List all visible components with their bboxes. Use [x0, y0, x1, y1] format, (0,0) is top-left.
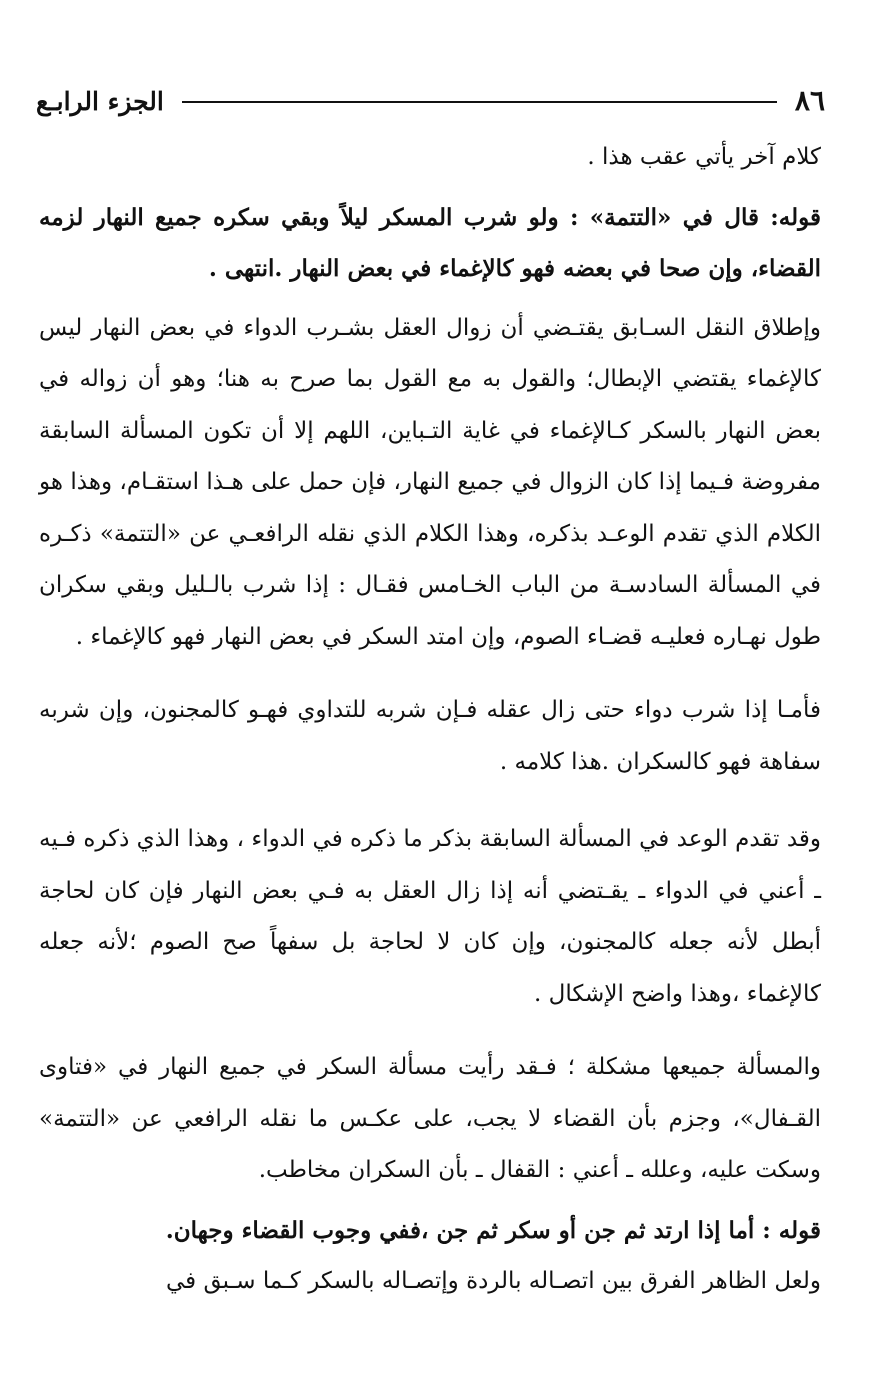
page-header: [36, 84, 825, 118]
paragraph-spacing: [39, 1020, 821, 1042]
continued-paragraph: كلام آخر يأتي عقب هذا .: [587, 144, 821, 170]
running-title: الجزء الرابـع: [36, 86, 164, 116]
previous-issue-paragraph: وقد تقدم الوعد في المسألة السابقة بذكر ما ذكره في الدواء ، وهذا الذي ذكره فـيه ـ أعني في الدواء ـ يقـتضي أنه إذا زال العقل به فـي بعض النهار فإن كان لحاجة أبطل لأنه جعله كالمجنون، وإن كان لا لحاجة بل سفهاً صح الصوم ؛لأنه جعله كالإغماء ،وهذا واضح الإشكال .: [39, 826, 821, 1007]
paragraph-spacing: [39, 663, 821, 685]
paragraph-spacing: [39, 1197, 821, 1205]
paragraph-spacing: [39, 788, 821, 814]
paragraph-spacing: [39, 295, 821, 303]
problem-paragraph: والمسألة جميعها مشكلة ؛ فـقد رأيت مسألة السكر في جميع النهار في «فتاوى القـفال»، وجزم بأن القضاء لا يجب، على عكـس ما نقله الرافعي عن «التتمة» وسكت عليه، وعلله ـ أعني : القفال ـ بأن السكران مخاطب.: [39, 1054, 821, 1183]
commentary-paragraph: وإطلاق النقل السـابق يقتـضي أن زوال العقل بشـرب الدواء في بعض النهار ليس كالإغماء يقتضي الإبطال؛ والقول به مع القول بما صرح به هنا؛ وهو أن زواله في بعض النهار بالسكر كـالإغماء في غاية التـباين، اللهم إلا أن تكون المسألة السابقة مفروضة فـيما إذا كان الزوال في جميع النهار، فإن حمل على هـذا استقـام، وهذا هو الكلام الذي تقدم الوعـد بذكره، وهذا الكلام الذي نقله الرافعـي عن «التتمة» ذكـره في المسألة السادسـة من الباب الخـامس فقـال : إذا شرب بالـليل وبقي سكران طول نهـاره فعليـه قضـاء الصوم، وإن امتد السكر في بعض النهار فهو كالإغماء .: [39, 314, 821, 650]
medicine-paragraph: فأمـا إذا شرب دواء حتى زال عقله فـإن شربه للتداوي فهـو كالمجنون، وإن شربه سفاهة فهو كالسكران .هذا كلامه .: [39, 697, 821, 775]
header-rule: [182, 101, 777, 103]
second-quoted-statement: قوله : أما إذا ارتد ثم جن أو سكر ثم جن ،ففي وجوب القضاء وجهان.: [165, 1216, 821, 1244]
paragraph-spacing: [39, 184, 821, 192]
final-paragraph: ولعل الظاهر الفرق بين اتصـاله بالردة وإتصـاله بالسكر كـما سـبق في: [165, 1268, 821, 1294]
page-body: [39, 132, 821, 1308]
quoted-statement-paragraph: قوله: قال في «التتمة» : ولو شرب المسكر ليلاً وبقي سكره جميع النهار لزمه القضاء، وإن صحا في بعضه فهو كالإغماء في بعض النهار .انتهى .: [39, 203, 821, 282]
page-number: ٨٦: [794, 84, 825, 117]
